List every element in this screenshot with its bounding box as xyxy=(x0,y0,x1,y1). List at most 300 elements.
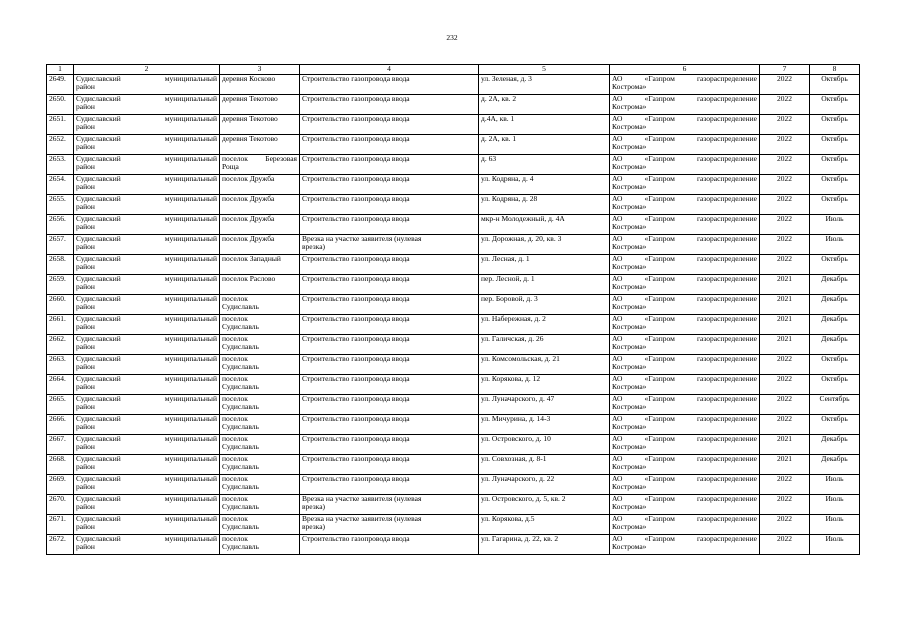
month-cell xyxy=(810,435,860,455)
month-cell xyxy=(810,215,860,235)
org-word-3: газораспределение xyxy=(696,354,757,363)
organization-cell xyxy=(610,95,760,115)
org-word-1: АО xyxy=(612,474,623,483)
district-word-1: Судиславский xyxy=(76,514,121,523)
district-word-3: район xyxy=(76,502,95,512)
row-number xyxy=(47,535,74,555)
work-cell xyxy=(300,275,479,295)
row-number-text: 2666. xyxy=(49,414,66,423)
locality-line-1: поселок xyxy=(222,154,248,163)
locality-line-1: поселок xyxy=(222,454,248,463)
year-text: 2022 xyxy=(777,514,792,523)
row-number-text: 2659. xyxy=(49,274,66,283)
row-number xyxy=(47,415,74,435)
district-word-1: Судиславский xyxy=(76,354,121,363)
org-word-3: газораспределение xyxy=(696,214,757,223)
work-cell xyxy=(300,535,479,555)
work-cell xyxy=(300,435,479,455)
month-text: Июль xyxy=(825,474,844,483)
district-cell xyxy=(74,75,220,95)
year-text: 2022 xyxy=(777,254,792,263)
work-cell xyxy=(300,155,479,175)
district-cell xyxy=(74,235,220,255)
org-word-2: «Газпром xyxy=(644,394,675,403)
row-number-text: 2671. xyxy=(49,514,66,523)
month-cell xyxy=(810,315,860,335)
row-number-text: 2667. xyxy=(49,434,66,443)
row-number-text: 2652. xyxy=(49,134,66,143)
year-text: 2021 xyxy=(777,434,792,443)
locality-cell xyxy=(220,75,300,95)
org-word-1: АО xyxy=(612,74,623,83)
table-row xyxy=(47,235,860,255)
year-text: 2022 xyxy=(777,414,792,423)
row-number xyxy=(47,195,74,215)
month-cell xyxy=(810,415,860,435)
organization-cell xyxy=(610,195,760,215)
org-word-3: газораспределение xyxy=(696,374,757,383)
district-word-3: район xyxy=(76,102,95,112)
table-row xyxy=(47,115,860,135)
table-row xyxy=(47,195,860,215)
org-word-2: «Газпром xyxy=(644,434,675,443)
district-word-2: муниципальный xyxy=(164,494,217,503)
year-cell xyxy=(760,155,810,175)
org-word-1: АО xyxy=(612,194,623,203)
organization-cell xyxy=(610,435,760,455)
district-cell xyxy=(74,515,220,535)
address-cell xyxy=(479,295,610,315)
work-cell xyxy=(300,335,479,355)
locality-line-2: Судиславль xyxy=(222,362,259,372)
district-cell xyxy=(74,155,220,175)
col-header-1: 1 xyxy=(47,65,74,75)
work-line-2: врезка) xyxy=(302,242,326,252)
locality-cell xyxy=(220,155,300,175)
org-word-1: АО xyxy=(612,234,623,243)
address-cell xyxy=(479,315,610,335)
org-word-4: Кострома» xyxy=(612,142,647,152)
district-word-1: Судиславский xyxy=(76,454,121,463)
org-word-1: АО xyxy=(612,94,623,103)
row-number xyxy=(47,355,74,375)
work-cell xyxy=(300,195,479,215)
district-word-2: муниципальный xyxy=(164,334,217,343)
org-word-3: газораспределение xyxy=(696,174,757,183)
district-word-3: район xyxy=(76,202,95,212)
work-line-1: Строительство газопровода ввода xyxy=(302,74,410,83)
table-row xyxy=(47,495,860,515)
address-text: ул. Гагарина, д. 22, кв. 2 xyxy=(481,534,559,543)
locality-cell xyxy=(220,435,300,455)
locality-line-1: поселок Дружба xyxy=(222,214,275,223)
table-header-row xyxy=(47,65,860,75)
org-word-2: «Газпром xyxy=(644,174,675,183)
month-cell xyxy=(810,335,860,355)
district-word-3: район xyxy=(76,442,95,452)
year-cell xyxy=(760,395,810,415)
org-word-2: «Газпром xyxy=(644,294,675,303)
org-word-4: Кострома» xyxy=(612,442,647,452)
year-text: 2022 xyxy=(777,354,792,363)
organization-cell xyxy=(610,215,760,235)
locality-line-2: Судиславль xyxy=(222,502,259,512)
year-text: 2022 xyxy=(777,534,792,543)
org-word-4: Кострома» xyxy=(612,282,647,292)
org-word-4: Кострома» xyxy=(612,82,647,92)
organization-cell xyxy=(610,295,760,315)
work-line-1: Строительство газопровода ввода xyxy=(302,534,410,543)
row-number xyxy=(47,275,74,295)
work-cell xyxy=(300,135,479,155)
org-word-3: газораспределение xyxy=(696,474,757,483)
org-word-3: газораспределение xyxy=(696,514,757,523)
org-word-3: газораспределение xyxy=(696,254,757,263)
year-cell xyxy=(760,295,810,315)
district-word-1: Судиславский xyxy=(76,134,121,143)
org-word-4: Кострома» xyxy=(612,542,647,552)
district-cell xyxy=(74,455,220,475)
row-number-text: 2661. xyxy=(49,314,66,323)
work-line-1: Строительство газопровода ввода xyxy=(302,274,410,283)
address-text: ул. Кодряна, д. 4 xyxy=(481,174,534,183)
district-word-2: муниципальный xyxy=(164,394,217,403)
locality-cell xyxy=(220,415,300,435)
year-cell xyxy=(760,475,810,495)
address-text: д. 2А, кв. 1 xyxy=(481,134,517,143)
locality-line-2: Судиславль xyxy=(222,342,259,352)
district-cell xyxy=(74,215,220,235)
org-word-4: Кострома» xyxy=(612,462,647,472)
row-number xyxy=(47,215,74,235)
work-line-1: Строительство газопровода ввода xyxy=(302,414,410,423)
year-cell xyxy=(760,435,810,455)
district-word-1: Судиславский xyxy=(76,374,121,383)
district-word-3: район xyxy=(76,302,95,312)
locality-line-1: поселок xyxy=(222,514,248,523)
address-cell xyxy=(479,415,610,435)
org-word-2: «Газпром xyxy=(644,234,675,243)
locality-line-1: поселок xyxy=(222,534,248,543)
locality-line-1: поселок xyxy=(222,494,248,503)
org-word-1: АО xyxy=(612,414,623,423)
org-word-1: АО xyxy=(612,374,623,383)
col-header-6: 6 xyxy=(610,65,760,75)
locality-line-1: поселок Дружба xyxy=(222,174,275,183)
org-word-4: Кострома» xyxy=(612,482,647,492)
month-cell xyxy=(810,515,860,535)
year-text: 2022 xyxy=(777,234,792,243)
year-cell xyxy=(760,115,810,135)
district-word-2: муниципальный xyxy=(164,134,217,143)
district-word-3: район xyxy=(76,82,95,92)
row-number xyxy=(47,235,74,255)
district-word-3: район xyxy=(76,402,95,412)
table-row xyxy=(47,455,860,475)
org-word-2: «Газпром xyxy=(644,154,675,163)
organization-cell xyxy=(610,415,760,435)
locality-cell xyxy=(220,255,300,275)
year-cell xyxy=(760,415,810,435)
org-word-2: «Газпром xyxy=(644,114,675,123)
year-cell xyxy=(760,495,810,515)
locality-line-1: поселок xyxy=(222,314,248,323)
work-line-1: Строительство газопровода ввода xyxy=(302,474,410,483)
address-cell xyxy=(479,95,610,115)
district-word-2: муниципальный xyxy=(164,194,217,203)
col-header-8: 8 xyxy=(810,65,860,75)
work-line-1: Строительство газопровода ввода xyxy=(302,434,410,443)
month-cell xyxy=(810,115,860,135)
year-cell xyxy=(760,95,810,115)
org-word-3: газораспределение xyxy=(696,134,757,143)
district-word-3: район xyxy=(76,182,95,192)
district-word-2: муниципальный xyxy=(164,174,217,183)
org-word-4: Кострома» xyxy=(612,502,647,512)
month-text: Октябрь xyxy=(821,374,848,383)
year-cell xyxy=(760,335,810,355)
org-word-4: Кострома» xyxy=(612,422,647,432)
organization-cell xyxy=(610,315,760,335)
organization-cell xyxy=(610,75,760,95)
work-line-1: Строительство газопровода ввода xyxy=(302,254,410,263)
district-word-1: Судиславский xyxy=(76,294,121,303)
table-row xyxy=(47,75,860,95)
org-word-3: газораспределение xyxy=(696,74,757,83)
table-row xyxy=(47,155,860,175)
locality-line-2: Судиславль xyxy=(222,442,259,452)
org-word-4: Кострома» xyxy=(612,162,647,172)
address-text: ул. Луначарского, д. 22 xyxy=(481,474,555,483)
locality-line-2: Судиславль xyxy=(222,382,259,392)
district-word-1: Судиславский xyxy=(76,174,121,183)
address-text: д. 63 xyxy=(481,154,497,163)
year-text: 2022 xyxy=(777,74,792,83)
district-word-2: муниципальный xyxy=(164,514,217,523)
month-text: Июль xyxy=(825,514,844,523)
address-cell xyxy=(479,155,610,175)
address-cell xyxy=(479,355,610,375)
month-text: Декабрь xyxy=(821,434,848,443)
work-line-1: Строительство газопровода ввода xyxy=(302,194,410,203)
month-text: Октябрь xyxy=(821,254,848,263)
district-word-2: муниципальный xyxy=(164,94,217,103)
address-text: ул. Галичская, д. 26 xyxy=(481,334,544,343)
month-cell xyxy=(810,275,860,295)
work-cell xyxy=(300,215,479,235)
locality-cell xyxy=(220,215,300,235)
organization-cell xyxy=(610,255,760,275)
org-word-3: газораспределение xyxy=(696,194,757,203)
locality-line-1: поселок xyxy=(222,434,248,443)
year-cell xyxy=(760,355,810,375)
work-cell xyxy=(300,115,479,135)
locality-line-1: поселок Раслово xyxy=(222,274,276,283)
year-cell xyxy=(760,135,810,155)
district-word-3: район xyxy=(76,542,95,552)
locality-line-1: поселок xyxy=(222,394,248,403)
organization-cell xyxy=(610,375,760,395)
address-cell xyxy=(479,275,610,295)
district-word-2: муниципальный xyxy=(164,254,217,263)
address-cell xyxy=(479,435,610,455)
month-text: Октябрь xyxy=(821,414,848,423)
work-line-1: Строительство газопровода ввода xyxy=(302,374,410,383)
row-number xyxy=(47,75,74,95)
work-line-1: Врезка на участке заявителя (нулевая xyxy=(302,494,422,503)
year-cell xyxy=(760,195,810,215)
row-number-text: 2668. xyxy=(49,454,66,463)
org-word-1: АО xyxy=(612,174,623,183)
district-word-2: муниципальный xyxy=(164,114,217,123)
table-row xyxy=(47,335,860,355)
month-cell xyxy=(810,75,860,95)
table-row xyxy=(47,315,860,335)
work-line-1: Строительство газопровода ввода xyxy=(302,114,410,123)
district-cell xyxy=(74,115,220,135)
org-word-4: Кострома» xyxy=(612,522,647,532)
work-line-1: Строительство газопровода ввода xyxy=(302,314,410,323)
district-word-3: район xyxy=(76,322,95,332)
district-word-1: Судиславский xyxy=(76,394,121,403)
month-cell xyxy=(810,295,860,315)
year-text: 2022 xyxy=(777,154,792,163)
address-cell xyxy=(479,515,610,535)
year-cell xyxy=(760,235,810,255)
organization-cell xyxy=(610,355,760,375)
org-word-2: «Газпром xyxy=(644,454,675,463)
year-text: 2021 xyxy=(777,314,792,323)
year-text: 2022 xyxy=(777,394,792,403)
year-cell xyxy=(760,375,810,395)
col-header-5: 5 xyxy=(479,65,610,75)
row-number xyxy=(47,335,74,355)
district-word-2: муниципальный xyxy=(164,154,217,163)
month-text: Октябрь xyxy=(821,354,848,363)
locality-cell xyxy=(220,515,300,535)
address-text: ул. Совхозная, д. 8-1 xyxy=(481,454,547,463)
org-word-3: газораспределение xyxy=(696,294,757,303)
locality-line-2: Судиславль xyxy=(222,302,259,312)
year-cell xyxy=(760,455,810,475)
district-word-1: Судиславский xyxy=(76,494,121,503)
org-word-3: газораспределение xyxy=(696,414,757,423)
org-word-3: газораспределение xyxy=(696,394,757,403)
locality-line-1: деревня Текотово xyxy=(222,94,278,103)
locality-cell xyxy=(220,95,300,115)
table-row xyxy=(47,535,860,555)
address-text: ул. Мичурина, д. 14-3 xyxy=(481,414,551,423)
district-word-3: район xyxy=(76,242,95,252)
district-word-2: муниципальный xyxy=(164,354,217,363)
registry-table xyxy=(46,64,860,555)
org-word-4: Кострома» xyxy=(612,242,647,252)
org-word-2: «Газпром xyxy=(644,74,675,83)
district-word-1: Судиславский xyxy=(76,314,121,323)
work-line-1: Строительство газопровода ввода xyxy=(302,94,410,103)
address-text: пер. Боровой, д. 3 xyxy=(481,294,538,303)
org-word-4: Кострома» xyxy=(612,222,647,232)
org-word-4: Кострома» xyxy=(612,302,647,312)
district-cell xyxy=(74,195,220,215)
month-text: Декабрь xyxy=(821,334,848,343)
year-text: 2022 xyxy=(777,214,792,223)
row-number xyxy=(47,315,74,335)
locality-line-1: деревня Текотово xyxy=(222,114,278,123)
district-cell xyxy=(74,335,220,355)
col-header-7: 7 xyxy=(760,65,810,75)
row-number-text: 2660. xyxy=(49,294,66,303)
work-cell xyxy=(300,255,479,275)
district-cell xyxy=(74,475,220,495)
year-text: 2022 xyxy=(777,134,792,143)
district-cell xyxy=(74,535,220,555)
row-number-text: 2664. xyxy=(49,374,66,383)
address-cell xyxy=(479,395,610,415)
locality-cell xyxy=(220,295,300,315)
locality-cell xyxy=(220,535,300,555)
month-text: Сентябрь xyxy=(819,394,850,403)
year-text: 2022 xyxy=(777,374,792,383)
work-cell xyxy=(300,235,479,255)
locality-line-2: Судиславль xyxy=(222,422,259,432)
locality-line-1: деревня Текотово xyxy=(222,134,278,143)
row-number-text: 2669. xyxy=(49,474,66,483)
district-word-2: муниципальный xyxy=(164,414,217,423)
district-word-1: Судиславский xyxy=(76,414,121,423)
work-line-2: врезка) xyxy=(302,502,326,512)
year-text: 2022 xyxy=(777,174,792,183)
col-header-3: 3 xyxy=(220,65,300,75)
organization-cell xyxy=(610,455,760,475)
address-cell xyxy=(479,135,610,155)
row-number xyxy=(47,435,74,455)
table-row xyxy=(47,355,860,375)
district-word-2: муниципальный xyxy=(164,374,217,383)
address-text: ул. Лесная, д. 1 xyxy=(481,254,530,263)
district-word-1: Судиславский xyxy=(76,234,121,243)
locality-line-1: деревня Косково xyxy=(222,74,276,83)
year-cell xyxy=(760,75,810,95)
year-text: 2021 xyxy=(777,274,792,283)
year-cell xyxy=(760,515,810,535)
district-word-3: район xyxy=(76,122,95,132)
locality-cell xyxy=(220,275,300,295)
month-text: Декабрь xyxy=(821,454,848,463)
org-word-3: газораспределение xyxy=(696,534,757,543)
organization-cell xyxy=(610,535,760,555)
org-word-4: Кострома» xyxy=(612,402,647,412)
row-number-text: 2670. xyxy=(49,494,66,503)
locality-cell xyxy=(220,135,300,155)
locality-line-2: Судиславль xyxy=(222,462,259,472)
work-cell xyxy=(300,95,479,115)
month-cell xyxy=(810,235,860,255)
month-cell xyxy=(810,355,860,375)
organization-cell xyxy=(610,495,760,515)
month-text: Октябрь xyxy=(821,174,848,183)
table-row xyxy=(47,435,860,455)
address-text: ул. Зеленая, д. 3 xyxy=(481,74,532,83)
work-line-1: Строительство газопровода ввода xyxy=(302,214,410,223)
table-row xyxy=(47,475,860,495)
organization-cell xyxy=(610,235,760,255)
district-word-2: муниципальный xyxy=(164,314,217,323)
locality-line-2: Судиславль xyxy=(222,522,259,532)
work-cell xyxy=(300,75,479,95)
org-word-2: «Газпром xyxy=(644,334,675,343)
locality-line-1: поселок xyxy=(222,474,248,483)
